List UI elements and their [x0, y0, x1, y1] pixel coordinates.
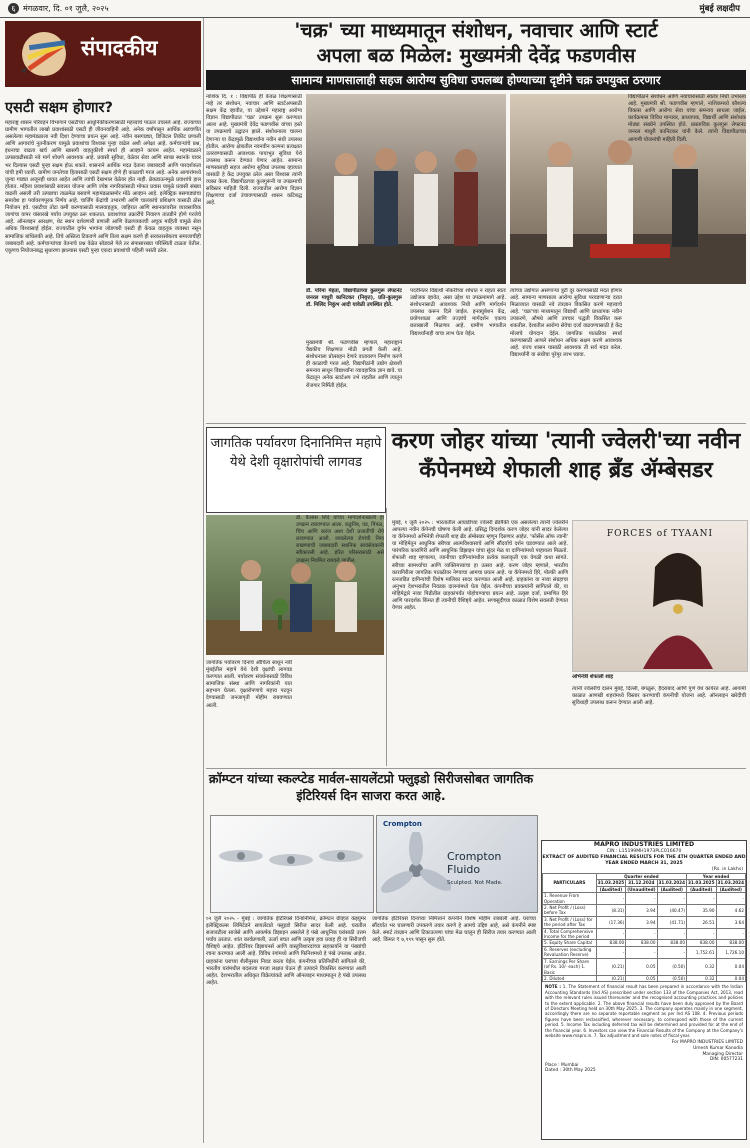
env-col-2: डॉ. कैलास शिंदे यांच्या मार्गदर्शनाखाली हा उपक्रम राबवण्यात आला. कडुनिंब, वड, पिंपळ, चिंच आणि करंज अशा देशी प्रजातींची रोपे लावण्यात आली. लावलेल्या रोपांची निगा राखण्याची जबाबदारी स्थानिक स्वयंसेवकांनी स्वीकारली आहे. हरित परिसरासाठी असे उपक्रम नियमित राबवले जातील. [296, 515, 384, 564]
crompton-product: Crompton Fluido [447, 850, 502, 876]
karan-body: मुंबई, १ जुलै २०२५ : भारतातील आघाडीच्या ज्वेलरी ब्रँडपैकी एक असलेल्या त्यानी ज्वेलरीने आपल्या नवीन कँपेनची घोषणा केली आहे. प्रसिद्ध दिग्दर्शक करण जोहर यांनी सादर केलेल्या या कँपेनमध्ये अभिनेत्री शेफाली शाह ब्रँड ॲम्बेसडर म्हणून दिसणार आहेत. 'फोर्सेस ऑफ त्यानी' या मोहिमेतून आधुनिक स्त्रीच्या आत्मविश्वासाचे आणि सौंदर्याचे दर्शन घडवण्यात आले आहे. पारंपरिक कारागिरी आणि आधुनिक डिझाइन यांचा सुंदर मेळ या दागिन्यांमध्ये पाहायला मिळतो. शेफाली शाह म्हणाल्या, त्यानीच्या दागिन्यांमधील प्रत्येक कलाकृती एक वेगळी कथा सांगते. स्त्रीच्या सामर्थ्याचा आणि व्यक्तिमत्त्वाचा हा उत्सव आहे. करण जोहर म्हणाले, भारतीय कारागिरीला जागतिक पातळीवर नेण्याचा आमचा प्रयत्न आहे. या कँपेनमध्ये हिरे, पोल्की आणि रत्नजडित दागिन्यांची विशेष मालिका सादर करण्यात आली आहे. ग्राहकांना या नव्या संग्रहाचा अनुभव देशभरातील निवडक दालनांमध्ये घेता येईल. कंपनीच्या प्रवक्त्यांनी सांगितले की, या मोहिमेद्वारे नव्या पिढीतील ग्राहकांपर्यंत पोहोचण्याचा प्रयत्न आहे. उत्कृष्ट दर्जा, प्रमाणित हिरे आणि पारदर्शक किंमत ही त्यानीची वैशिष्ट्ये आहेत. सणासुदीच्या काळात विशेष सवलती देण्यात येणार आहेत. [392, 520, 568, 612]
crompton-logo: Crompton [383, 820, 422, 828]
results-table-body [543, 893, 746, 982]
notes-heading: NOTE : [545, 984, 562, 990]
row-label: 5. Equity Share Capital [543, 940, 597, 946]
table-cell: (41.71) [657, 916, 687, 928]
table-cell: 0.05 [626, 958, 657, 975]
table-cell: 0.32 [687, 958, 717, 975]
lead-col-1: नाशिक दि. १ : विद्यापीठे ही केवळ शिक्षणासाठी नव्हे तर संशोधन, नवाचार आणि स्टार्टअपसाठी सक्षम केंद्र व्हावीत, या उद्देशाने महाराष्ट्र आरोग्य विज्ञान विद्यापीठात 'चक्र' उपक्रम सुरू करण्यात आला आहे. मुख्यमंत्री देवेंद्र फडणवीस यांच्या हस्ते या उपक्रमाचे उद्घाटन झाले. संशोधनाला चालना देणाऱ्या या केंद्रामुळे विद्यार्थ्यांना नवीन संधी उपलब्ध होतील. आरोग्य क्षेत्रातील नवनवीन कल्पना प्रत्यक्षात उतरवण्यासाठी आवश्यक पायाभूत सुविधा येथे उपलब्ध करून देण्यात येणार आहेत. सामान्य माणसालाही सहज आरोग्य सुविधा उपलब्ध व्हाव्यात यासाठी हे केंद्र उपयुक्त ठरेल असा विश्वास त्यांनी व्यक्त केला. विद्यापीठाच्या कुलगुरूंनी या उपक्रमाची सविस्तर माहिती दिली. राज्यातील आरोग्य विज्ञान शिक्षणाचा दर्जा उंचावण्यासाठी शासन कटिबद्ध आहे. [206, 94, 302, 207]
lead-photo-caption: डॉ. परिमा मेहता, विद्यापीठाच्या कुलगुरू लेफ्टनंट जनरल माधुरी कानिटकर (निवृत्त), प्रति-कुलगुरू डॉ. मिलिंद निकुंभ आदी यावेळी उपस्थित होते. [306, 288, 402, 309]
table-cell: (40.47) [657, 905, 687, 917]
table-cell: - [626, 946, 657, 958]
karan-headline: करण जोहर यांच्या 'त्यानी ज्वेलरी'च्या नवीन कँपेनमध्ये शेफाली शाह ब्रँड ॲम्बेसडर [391, 429, 741, 483]
table-cell: (0.21) [596, 958, 626, 975]
table-cell: - [657, 928, 687, 940]
signature-block [542, 1040, 746, 1062]
env-col-1: जागतिक पर्यावरण दिनाचे औचित्य साधून नवी मुंबईतील महापे येथे देशी वृक्षांची लागवड करण्यात आली. पर्यावरण संवर्धनासाठी विविध सामाजिक संस्था आणि नागरिकांनी यात सहभाग घेतला. वृक्षारोपणाचे महत्त्व पटवून देण्यासाठी जनजागृती मोहीम राबवण्यात आली. [206, 660, 292, 709]
table-cell: - [657, 893, 687, 905]
audit-cell: (Audited) [716, 886, 746, 892]
table-cell: - [596, 893, 626, 905]
fan-row-icon [211, 816, 373, 912]
table-cell: 0.04 [716, 958, 746, 975]
table-cell: - [716, 928, 746, 940]
table-row [543, 928, 746, 940]
table-row [543, 958, 746, 975]
lead-photo [306, 94, 506, 284]
table-cell: - [657, 946, 687, 958]
table-cell: 35.90 [687, 905, 717, 917]
column-divider [203, 18, 204, 1143]
table-cell: 838.00 [716, 940, 746, 946]
results-unit: (Rs. in Lakhs) [711, 867, 743, 872]
crompton-col-1: ०२ जुलै २०२५ - मुंबई : जागतिक इंटिरियर्स दिनानिमित्त, क्रॉम्प्टन ग्रीव्हज कंझ्युमर इलेक्ट्रिकल्स लिमिटेडने सायलेंटप्रो फ्लुइडो सिरीज सादर केली आहे. घरातील सजावटीला साजेसे आणि आकर्षक डिझाइन असलेले हे पंखे आधुनिक घरांसाठी उत्तम पर्याय ठरतात. शांत कार्यप्रणाली, ऊर्जा बचत आणि उत्कृष्ट हवा प्रवाह ही या सिरीजची वैशिष्ट्ये आहेत. इंटिरियर डिझायनर्स आणि वास्तुविशारदांच्या सहकार्याने या पंख्यांची रचना करण्यात आली आहे. विविध रंगांमध्ये आणि फिनिशमध्ये हे पंखे उपलब्ध आहेत. ग्राहकांना घराच्या शैलीनुसार निवड करता येईल. कंपनीच्या प्रतिनिधींनी सांगितले की, भारतीय घरांमधील बदलत्या गरजा लक्षात घेऊन ही उत्पादने विकसित करण्यात आली आहेत. देशभरातील अधिकृत विक्रेत्यांकडे आणि ऑनलाइन माध्यमातून हे पंखे उपलब्ध आहेत. [206, 916, 366, 986]
table-cell: 26.51 [687, 916, 717, 928]
issue-date: मंगळवार, दि. ०१ जुलै, २०२५ [23, 4, 109, 13]
tyaani-logo: FORCES of TYAANI [606, 529, 714, 539]
group-year: Year ended [687, 874, 746, 880]
results-title: EXTRACT OF AUDITED FINANCIAL RESULTS FOR THE 4TH QUARTER ENDED AND YEAR ENDED MARCH 31, 2025 [542, 855, 746, 866]
signatory-designation: Managing Director [702, 1051, 743, 1057]
row-label: 6. Reserves (excluding Revaluation Reserve) [543, 946, 597, 958]
table-row [543, 916, 746, 928]
table-cell: - [596, 946, 626, 958]
table-row [543, 946, 746, 958]
table-cell: (8.31) [596, 905, 626, 917]
row-label: 4. Total Comprehensive Income for the period [543, 928, 597, 940]
editorial-headline: एसटी सक्षम होणार? [5, 100, 113, 116]
audit-cell: (Audited) [687, 886, 717, 892]
results-table [542, 873, 746, 982]
table-cell: - [687, 893, 717, 905]
table-cell: 1,726.10 [716, 946, 746, 958]
crompton-tagline: Sculpted. Not Made. [447, 880, 503, 886]
newspaper-name: मुंबई लक्षदीप [699, 4, 740, 14]
place-date-block [542, 1063, 746, 1074]
date: Dated : 30th May 2025 [545, 1068, 596, 1074]
table-cell: 4.62 [716, 905, 746, 917]
editorial-body: महाराष्ट्र शासन परिवहन विभागाने एसटीच्या आधुनिकीकरणासाठी महत्त्वाचे पाऊल उचलले आहे. राज्याच्या ग्रामीण भागातील लाखो प्रवाशांसाठी एसटी ही जीवनवाहिनी आहे. अनेक वर्षांपासून आर्थिक अडचणीत असलेल्या महामंडळाला नवी दिशा देण्याचा प्रयत्न सुरू आहे. नवीन बसगाड्या, डिजिटल तिकीट प्रणाली आणि आगारांचे नूतनीकरण यामुळे प्रवाशांचा विश्वास पुन्हा वाढेल अशी अपेक्षा आहे. कर्मचाऱ्यांचे प्रश्न, इंधनाचा वाढता खर्च आणि खासगी वाहतुकीशी स्पर्धा ही आव्हाने कायम आहेत. महामंडळाने उत्पन्नवाढीसाठी नवे मार्ग शोधणे आवश्यक आहे. प्रवासी सुविधा, वेळेवर सेवा आणि स्वच्छ स्थानके यावर भर दिल्यास एसटी पुन्हा सक्षम होऊ शकते. शासनाने आर्थिक मदत देताना जबाबदारी आणि पारदर्शकता यांची हमी घ्यावी. ग्रामीण जनतेच्या हितासाठी एसटी सक्षम होणे ही काळाची गरज आहे. अनेक आगारांमध्ये जुन्या गाड्या अजूनही धावत आहेत आणि त्यांची देखभाल वेळेवर होत नाही. ब्रेकडाऊनमुळे प्रवाशांचे हाल होतात. महिला प्रवाशांसाठी सवलत योजना आणि ज्येष्ठ नागरिकांसाठी मोफत प्रवास यामुळे प्रवासी संख्या वाढली असली तरी उत्पन्नाचा ताळमेळ बसवणे महामंडळासमोर मोठे आव्हान आहे. इलेक्ट्रिक बसगाड्यांचा समावेश हा पर्यावरणपूरक निर्णय आहे. चार्जिंग केंद्रांची उभारणी आणि चालकांचे प्रशिक्षण यासाठी ठोस नियोजन हवे. एसटीचा तोटा कमी करण्यासाठी मालवाहतूक, जाहिरात आणि स्थानकांवरील व्यावसायिक जागांचा वापर यांसारखे पर्याय उपयुक्त ठरू शकतात. प्रवाशांच्या तक्रारींचे निवारण तातडीने होणे गरजेचे आहे. ऑनलाइन आरक्षण, थेट स्थान दर्शवणारी प्रणाली आणि वेळापत्रकाची अचूक माहिती यामुळे सेवा अधिक विश्वासार्ह होईल. राज्यातील दुर्गम भागांना जोडणारी एसटी ही केवळ वाहतूक व्यवस्था नसून सामाजिक बांधिलकी आहे. तिचे अस्तित्व टिकवणे आणि तिला सक्षम करणे ही सरकारसोबतच समाजाचीही जबाबदारी आहे. कर्मचाऱ्यांच्या वेतनाचे प्रश्न वेळेत सोडवले गेले तर संपासारख्या परिस्थिती टाळता येतील. एकूणच नियोजनबद्ध सुधारणा झाल्यास एसटी पुन्हा एकदा प्रवाशांची पहिली पसंती ठरेल. [5, 120, 201, 254]
table-cell: 838.00 [626, 940, 657, 946]
column-divider-2 [386, 508, 387, 766]
mapro-results-ad [541, 840, 747, 1140]
signatory-din: DIN: 00577231 [709, 1057, 743, 1063]
table-cell: - [716, 893, 746, 905]
col-header: 31.03.2024 [658, 880, 685, 886]
page-number: ६ [8, 3, 19, 14]
col-header: 31.03.2024 [717, 880, 744, 886]
fan-icon [381, 832, 451, 908]
lead-headline-line1: 'चक्र' च्या माध्यमातून संशोधन, नवाचार आणि स्टार्ट [294, 19, 658, 42]
env-headline: जागतिक पर्यावरण दिनानिमित्त महापे येथे देशी वृक्षारोपांची लागवड [210, 436, 382, 470]
page-header [0, 0, 750, 18]
col-header: 31.12.2024 [626, 880, 657, 886]
audit-cell: (Audited) [657, 886, 687, 892]
table-row [543, 975, 746, 981]
tyaani-ad [572, 520, 748, 672]
table-row [543, 893, 746, 905]
table-cell: 3.94 [626, 916, 657, 928]
table-cell: (0.50) [657, 975, 687, 981]
row-label: 3. Net Profit / (Loss) for the period after Tax [543, 916, 597, 928]
table-row [543, 905, 746, 917]
crompton-ad [376, 815, 538, 913]
lead-headline-line2: अपला बळ मिळेल: मुख्यमंत्री देवेंद्र फडणवीस [316, 44, 636, 67]
table-cell: 1,752.61 [687, 946, 717, 958]
row-label: 2. Net Profit / (Loss) before Tax [543, 905, 597, 917]
table-cell: - [626, 893, 657, 905]
table-cell: 838.00 [687, 940, 717, 946]
table-cell: - [596, 928, 626, 940]
table-cell: - [687, 928, 717, 940]
lead-col-4: त्यांच्या उद्योगात असणाऱ्या त्रुटी दूर करण्यासाठी मदत होणार आहे. सामान्य माणसाला आरोग्य सुविधा परवडणाऱ्या दरात मिळाव्यात यासाठी नवे तंत्रज्ञान विकसित करणे महत्त्वाचे आहे. 'चक्र'च्या माध्यमातून विद्यार्थी आणि प्राध्यापक नवीन उपकरणे, औषधे आणि उपचार पद्धती विकसित करू शकतील. देशातील आरोग्य सेवेचा दर्जा वाढवण्यासाठी हे केंद्र मोलाचे योगदान देईल. जागतिक पातळीवर स्पर्धा करण्यासाठी आपले संशोधन अधिक सक्षम करणे आवश्यक आहे. राज्य शासन यासाठी आवश्यक ती सर्व मदत करेल. विद्यार्थ्यांनी या संधीचा पुरेपूर लाभ घ्यावा. [510, 288, 622, 358]
table-cell: 838.00 [596, 940, 626, 946]
col-header: 31.03.2025 [688, 880, 715, 886]
company-cin: CIN : L15199MH1973PLC016670 [606, 849, 682, 854]
masthead-title: संपादकीय [81, 36, 158, 60]
notes-text: 1. The Statement of financial result has been prepared in accordance with the Indian Accounting Standards (Ind AS) prescribed under section 133 of the Companies Act, 2013, read with the relevant rules issued thereunder and the recognised accounting practices and policies to the extent applicable. 2. The above financial results have been duly approved by the Board of Directors Meeting held on 30th May 2025. 3. The company operates mainly in one segment, accordingly there are no separate reportable segment as per Ind AS 108. 4. Previous periods figures have been reclassified, wherever necessary, to correspond with those of the current period. 5. Income Tax including deferred tax will be determined and provided for at the end of the financial year. 6. Investors can view the Financial Results of the Company at the Company's website www.mapro.in. 7. Tax adjustment and sole notes of fiscal year. [545, 984, 743, 1038]
results-notes [542, 982, 746, 1040]
lead-col-2: मुख्यमंत्री श्री. फडणवीस म्हणाले, महाराष्ट्राने वैद्यकीय शिक्षणात मोठी प्रगती केली आहे. संशोधनाला प्रोत्साहन देणारे वातावरण निर्माण करणे ही काळाची गरज आहे. विद्यापीठांनी उद्योग क्षेत्राशी समन्वय साधून विद्यार्थ्यांना व्यावहारिक ज्ञान द्यावे. या केंद्रातून अनेक स्टार्टअप उभे राहतील आणि त्यातून रोजगार निर्मिती होईल. [306, 340, 402, 389]
karan-body-2: त्यानी ज्वेलरीचे दालन मुंबई, दिल्ली, बंगळुरू, हैदराबाद आणि पुणे येथे कार्यरत आहे. आगामी काळात आणखी शहरांमध्ये विस्तार करण्याची कंपनीची योजना आहे. ऑनलाइन खरेदीची सुविधाही उपलब्ध करून देण्यात आली आहे. [572, 686, 746, 707]
place: Place : Mumbai [545, 1062, 579, 1068]
audit-cell: (Unaudited) [627, 886, 656, 892]
crompton-col-2: जागतिक इंटिरियर्स दिनाच्या निमित्ताने कंपनीने विशेष मोहीम राबवली आहे. घराच्या सौंदर्यात भर घालणारी उपकरणे तयार करणे हे आमचे उद्दिष्ट आहे, असे कंपनीने स्पष्ट केले. स्मार्ट तंत्रज्ञान आणि टिकाऊपणा यांचा मेळ घालून ही सिरीज तयार करण्यात आली आहे. किंमत ₹ ७,९९९ पासून सुरू होते. [372, 916, 536, 944]
lead-col-3: पदवीनंतर विद्यार्थी नोकरीच्या शोधात न राहता स्वतः उद्योजक व्हावेत, असा उद्देश या उपक्रमामागे आहे. संशोधनासाठी आवश्यक निधी आणि मार्गदर्शन उपलब्ध करून दिले जाईल. इनक्युबेशन केंद्र, प्रयोगशाळा आणि तज्ज्ञांचे मार्गदर्शन एकाच छताखाली मिळणार आहे. ग्रामीण भागातील विद्यार्थ्यांनाही याचा लाभ घेता येईल. [410, 288, 506, 337]
table-cell: (0.50) [657, 958, 687, 975]
header-date-group [8, 3, 109, 14]
audit-cell: (Audited) [596, 886, 626, 892]
row-label: 2. Diluted [543, 975, 597, 981]
table-cell: (17.36) [596, 916, 626, 928]
table-group-row [543, 874, 746, 880]
woman-portrait-icon [633, 547, 723, 669]
lead-banner: सामान्य माणसालाही सहज आरोग्य सुविधा उपलब्ध होण्याच्या दृष्टीने चक्र उपयुक्त ठरणार [206, 70, 746, 90]
pens-icon [15, 27, 73, 79]
editorial-masthead [5, 21, 201, 87]
signoff: For MAPRO INDUSTRIES LIMITED [671, 1040, 743, 1046]
section-divider-2 [206, 768, 746, 769]
table-cell: 3.94 [626, 905, 657, 917]
table-cell: 838.00 [657, 940, 687, 946]
company-name: MAPRO INDUSTRIES LIMITED [593, 841, 695, 848]
table-cell: - [626, 928, 657, 940]
people-photo-icon [306, 94, 506, 284]
crompton-photo [210, 815, 374, 913]
table-cell: 0.32 [687, 975, 717, 981]
group-quarter: Quarter ended [596, 874, 686, 880]
col-particulars: PARTICULARS [543, 874, 597, 893]
col-header: 31.03.2025 [597, 880, 625, 886]
section-divider [206, 423, 746, 424]
lead-headline [206, 18, 746, 68]
table-cell: (0.21) [596, 975, 626, 981]
lead-col-5: विद्यापीठाने संशोधन आणि नवाचारासाठी स्वतंत्र निधी उभारला आहे. मुख्यमंत्री श्री. फडणवीस म्हणाले, नाशिकमध्ये कौशल्य विकास आणि आरोग्य सेवा यांचा समन्वय साधला जाईल. कार्यक्रमास विविध मान्यवर, प्राध्यापक, विद्यार्थी आणि संशोधक मोठ्या संख्येने उपस्थित होते. प्रास्ताविक कुलगुरू लेफ्टनंट जनरल माधुरी कानिटकर यांनी केले. त्यांनी विद्यापीठाच्या आगामी योजनांची माहिती दिली. [628, 94, 746, 143]
row-label: 1. Revenue From Operation [543, 893, 597, 905]
signatory-name: Umesh Kumar Kanodia [693, 1045, 743, 1051]
tyaani-photo-caption: अभिनेत्री शेफाली शाह [572, 674, 614, 680]
table-cell: 0.04 [716, 975, 746, 981]
row-label: 7. Earnings Per Share (of Rs. 10/- each) 1. Basic [543, 958, 597, 975]
table-cell: 3.64 [716, 916, 746, 928]
crompton-headline: क्रॉम्प्टन यांच्या स्कल्प्टेड मार्वल-सायलेंटप्रो फ्लुइडो सिरीजसोबत जागतिक इंटिरियर्स दिन साजरा करत आहे. [208, 771, 534, 803]
env-headline-box [206, 427, 386, 513]
table-cell: 0.05 [626, 975, 657, 981]
